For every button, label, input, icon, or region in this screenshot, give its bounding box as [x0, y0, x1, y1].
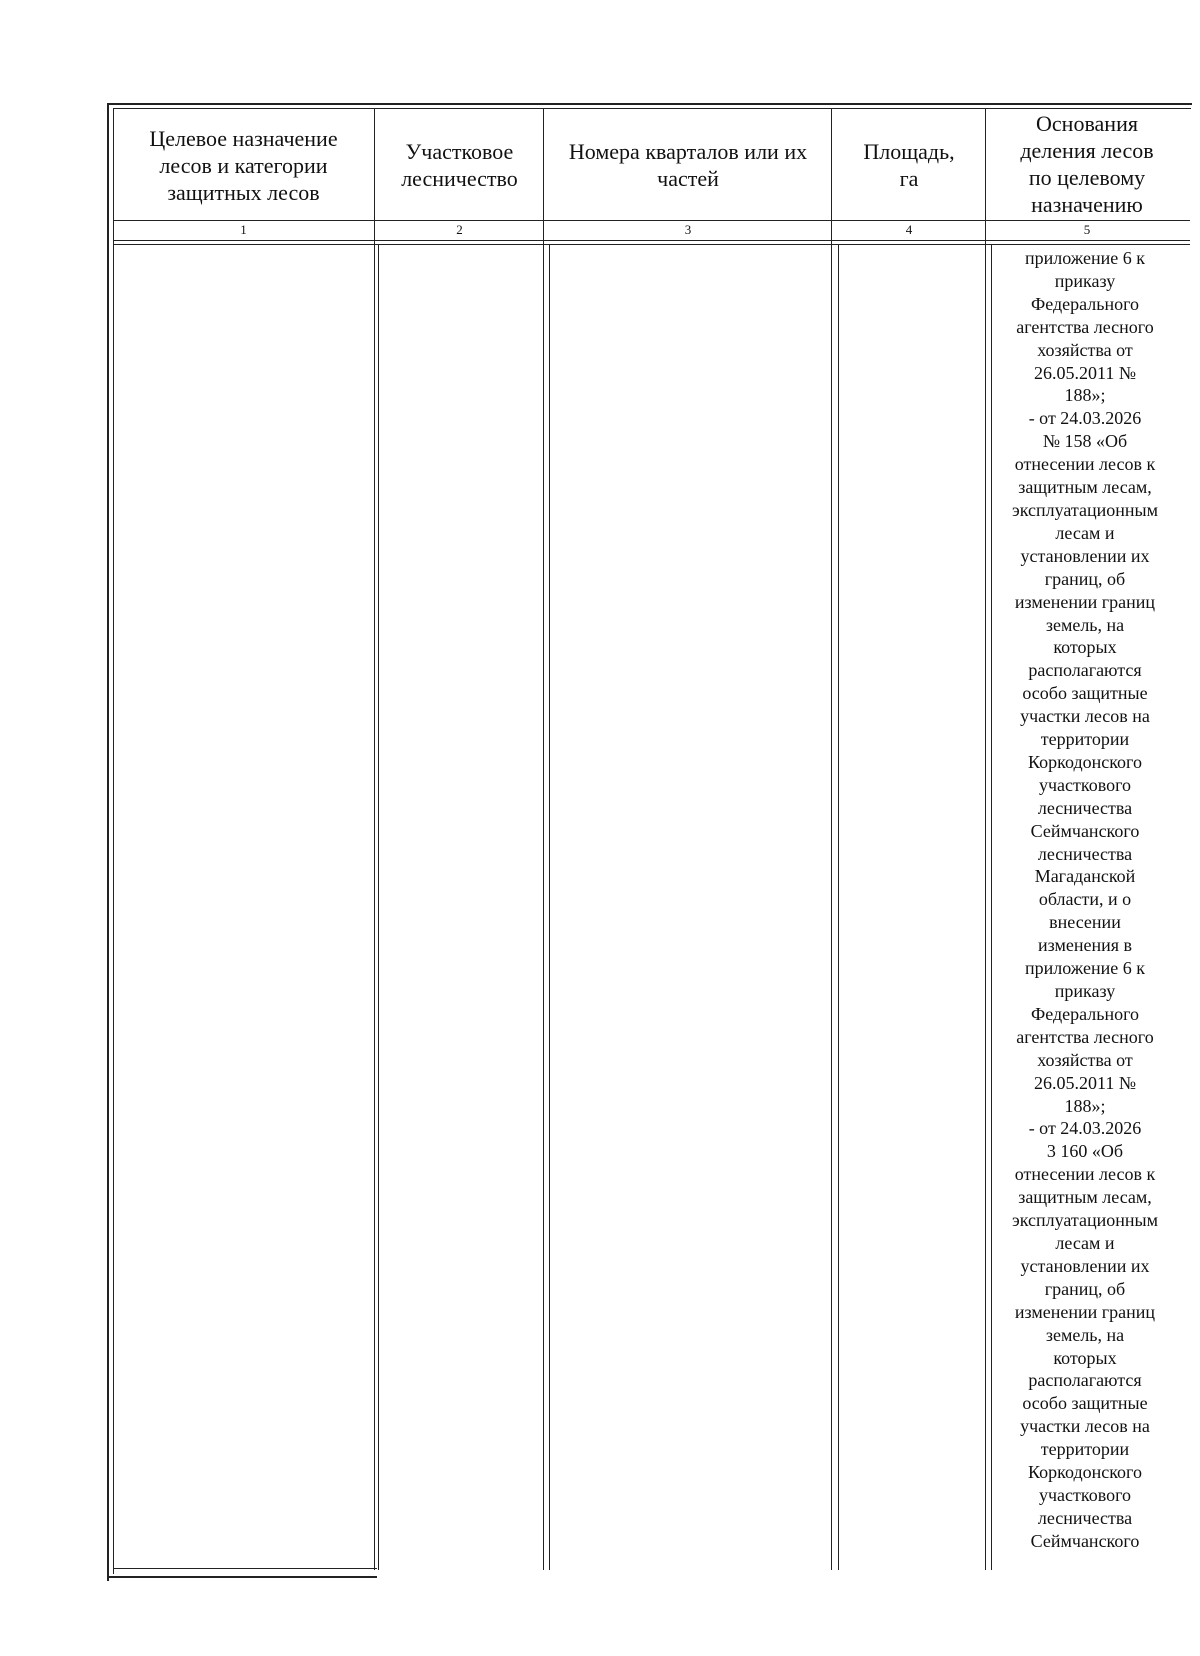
col-5-text-line: приказу	[1054, 270, 1116, 291]
col-5-text-line: хозяйства от	[1037, 1049, 1133, 1070]
col-5-text-line: 3 160 «Об	[1046, 1141, 1124, 1162]
number-row-bottom-line-double	[113, 244, 1190, 245]
col-divider-3	[831, 108, 832, 1570]
col-5-text-line: располагаются	[1028, 1370, 1142, 1391]
col-5-text-line: территории	[1040, 729, 1130, 750]
col-divider-2	[543, 108, 544, 1570]
col-5-text-line: агентства лесного	[1016, 316, 1154, 337]
col-5-text-line: 26.05.2011 №	[1033, 1072, 1136, 1093]
col-5-text-line: защитным лесам,	[1018, 1187, 1152, 1208]
col-5-text-line: участки лесов на	[1020, 1416, 1150, 1437]
col-number-5: 5	[1083, 222, 1091, 237]
header-col-5: Основания деления лесов по целевому назначению	[1020, 111, 1154, 217]
table-bottom-border-inner	[113, 1568, 377, 1569]
col-5-text-line: защитным лесам,	[1018, 477, 1152, 498]
table-bottom-border-outer	[107, 1576, 377, 1578]
col-5-text-line: внесении	[1049, 912, 1121, 933]
col-5-text-line: агентства лесного	[1016, 1026, 1154, 1047]
col-5-text-line: 26.05.2011 №	[1033, 362, 1136, 383]
col-5-text-line: отнесении лесов к	[1014, 1164, 1156, 1185]
col-5-text-line: лесничества	[1037, 797, 1133, 818]
col-5-text-line: участки лесов на	[1020, 706, 1150, 727]
col-5-text-line: установлении их	[1020, 1255, 1150, 1276]
col-5-text-line: которых	[1053, 637, 1117, 658]
col-5-text-line: располагаются	[1028, 660, 1142, 681]
number-row-bottom-line	[113, 240, 1190, 241]
col-divider-1	[374, 108, 375, 1570]
col-5-text-line: эксплуатационным	[1011, 1210, 1158, 1231]
col-5-text-line: которых	[1053, 1347, 1117, 1368]
col-divider-2-double	[549, 244, 550, 1570]
header-col-1: Целевое назначение лесов и категории защитных лесов	[149, 125, 338, 205]
col-divider-3-double	[838, 244, 839, 1570]
col-5-text-line: - от 24.03.2026	[1028, 408, 1142, 429]
col-5-text-line: земель, на	[1045, 1324, 1125, 1345]
col-5-text-line: особо защитные	[1022, 683, 1148, 704]
col-5-text-line: 188»;	[1064, 1095, 1106, 1116]
col-5-text-line: Сеймчанского	[1030, 1530, 1140, 1551]
col-5-text-line: изменении границ	[1014, 1301, 1156, 1322]
col-5-text-line: хозяйства от	[1037, 339, 1133, 360]
col-divider-4	[985, 108, 986, 1570]
col-5-text-line: границ, об	[1044, 568, 1126, 589]
col-5-text-line: изменения в	[1037, 935, 1133, 956]
col-number-2: 2	[456, 222, 463, 237]
col-5-text-line: лесничества	[1037, 1507, 1133, 1528]
col-5-text-line: Коркодонского	[1028, 1462, 1142, 1483]
col-5-text-line: установлении их	[1020, 545, 1150, 566]
col-number-4: 4	[905, 222, 913, 237]
col-5-text-line: участкового	[1038, 1484, 1132, 1505]
col-5-text-line: границ, об	[1044, 1278, 1126, 1299]
col-5-text-line: отнесении лесов к	[1014, 454, 1156, 475]
col-number-3: 3	[684, 222, 692, 237]
col-number-1: 1	[240, 222, 247, 237]
col-5-basis-text	[990, 247, 1180, 1553]
col-5-text-line: приказу	[1054, 981, 1116, 1001]
col-5-text-line: лесам и	[1055, 522, 1115, 543]
header-col-4: Площадь, га	[863, 139, 955, 191]
col-5-text-line: - от 24.03.2026	[1028, 1118, 1142, 1139]
col-divider-1-double	[378, 244, 379, 1570]
col-5-text-line: лесам и	[1055, 1232, 1115, 1253]
header-col-2: Участковое лесничество	[401, 139, 518, 191]
col-5-text-line: приложение 6 к	[1025, 248, 1145, 268]
header-col-3: Номера кварталов или их частей	[568, 139, 808, 191]
col-5-text-line: эксплуатационным	[1011, 499, 1158, 520]
col-5-text-line: Сеймчанского	[1030, 820, 1140, 841]
col-5-text-line: лесничества	[1037, 843, 1133, 864]
col-5-text-line: Магаданской	[1034, 866, 1136, 887]
col-5-text-line: изменении границ	[1014, 591, 1156, 612]
col-5-text-line: приложение 6 к	[1025, 958, 1145, 979]
col-5-text-line: Федерального	[1030, 293, 1140, 314]
col-5-text-line: 188»;	[1064, 385, 1106, 406]
col-5-text-line: области, и о	[1038, 889, 1132, 910]
col-5-text-line: особо защитные	[1022, 1393, 1148, 1414]
col-5-text-line: участкового	[1038, 774, 1132, 795]
col-5-text-line: Коркодонского	[1028, 751, 1142, 772]
col-5-text-line: Федерального	[1030, 1003, 1140, 1024]
col-5-text-line: земель, на	[1045, 614, 1125, 635]
col-5-text-line: территории	[1040, 1439, 1130, 1460]
col-5-text-line: № 158 «Об	[1042, 431, 1128, 452]
